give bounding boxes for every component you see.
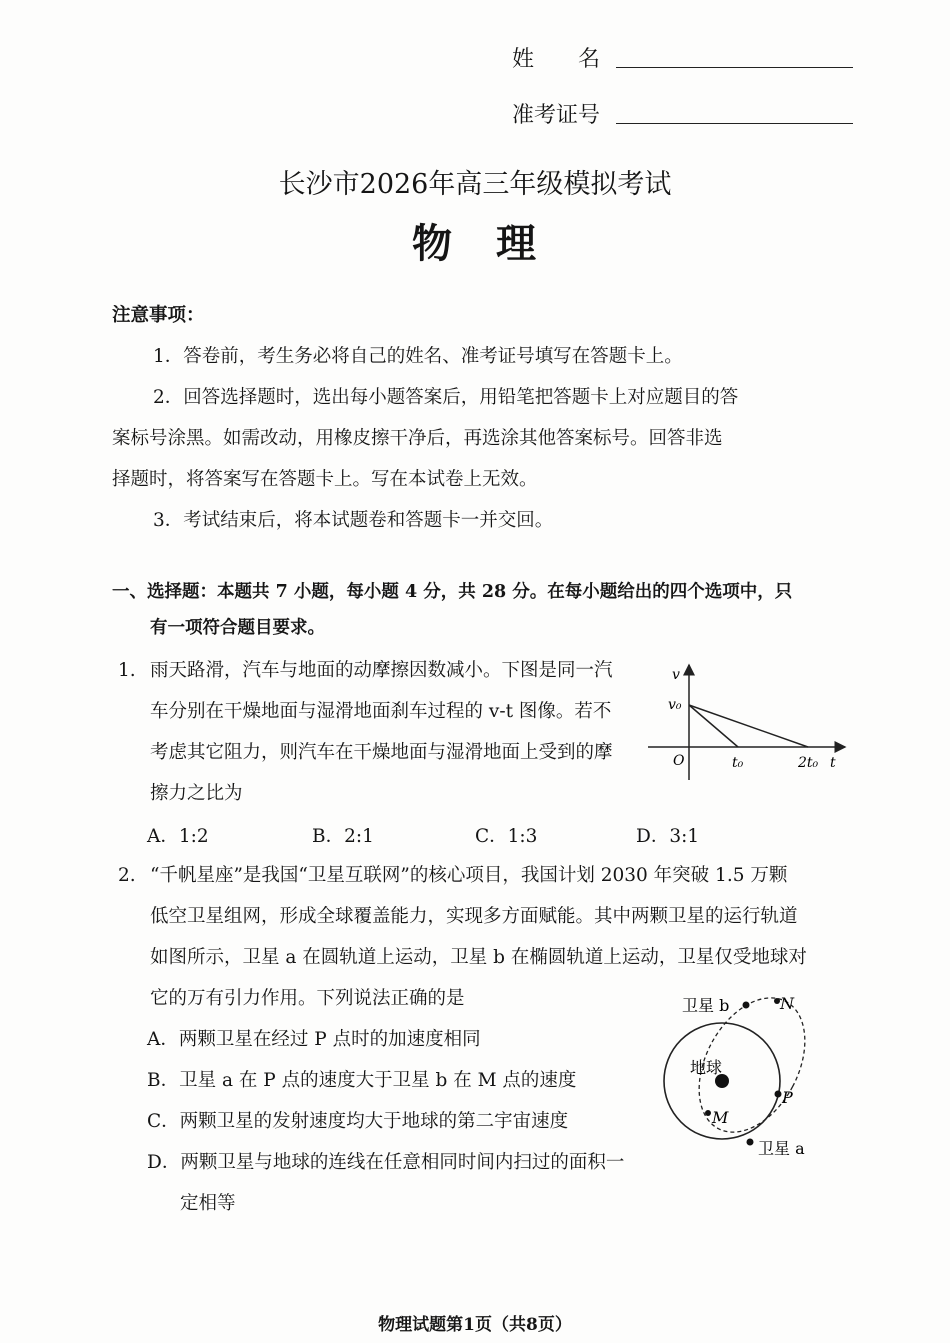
notice-item-2-line3: 择题时，将答案写在答题卡上。写在本试卷上无效。: [112, 469, 538, 490]
name-field[interactable]: [616, 67, 853, 68]
subject-title: 物 理: [412, 220, 538, 267]
q2-line1: “千帆星座”是我国“卫星互联网”的核心项目，我国计划 2030 年突破 1.5 万颗: [150, 865, 788, 886]
satellite-b-label: 卫星 b: [682, 996, 730, 1015]
q2-orbit-diagram: [660, 985, 850, 1165]
q1-line1: 雨天路滑，汽车与地面的动摩擦因数减小。下图是同一汽: [150, 660, 613, 681]
point-p-label: P: [782, 1088, 793, 1107]
earth-label: 地球: [690, 1058, 723, 1077]
notice-item-2-line2: 案标号涂黑。如需改动，用橡皮擦干净后，再选涂其他答案标号。回答非选: [112, 428, 723, 449]
q2-line2: 低空卫星组网，形成全球覆盖能力，实现多方面赋能。其中两颗卫星的运行轨道: [150, 906, 798, 927]
point-p-dot: [775, 1091, 782, 1098]
q1-option-b: B．2:1: [312, 826, 374, 847]
v0-label: v₀: [668, 697, 682, 713]
q1-vt-graph: [640, 655, 860, 790]
t0-label: t₀: [732, 755, 744, 771]
satellite-a-label: 卫星 a: [758, 1139, 805, 1158]
name-label: 姓 名: [512, 47, 601, 72]
q1-option-a: A．1:2: [147, 826, 209, 847]
q2-option-c: C．两颗卫星的发射速度均大于地球的第二宇宙速度: [147, 1111, 569, 1132]
q2-option-d-line2: 定相等: [180, 1193, 236, 1214]
q1-option-d: D．3:1: [636, 826, 700, 847]
satellite-b-dot: [743, 1002, 750, 1009]
q2-option-b: B．卫星 a 在 P 点的速度大于卫星 b 在 M 点的速度: [147, 1070, 577, 1091]
t-axis-label: t: [830, 755, 836, 771]
exam-id-field[interactable]: [616, 123, 853, 124]
dry-road-line: [689, 705, 738, 747]
wet-road-line: [689, 705, 808, 747]
q2-option-d-line1: D．两颗卫星与地球的连线在任意相同时间内扫过的面积一: [147, 1152, 625, 1173]
exam-id-label: 准考证号: [512, 103, 601, 128]
point-m-label: M: [712, 1108, 729, 1127]
notice-title: 注意事项：: [112, 305, 205, 326]
section1-title-line1: 一、选择题：本题共 7 小题，每小题 4 分，共 28 分。在每小题给出的四个选项中，只: [112, 582, 793, 602]
point-n-label: N: [780, 994, 794, 1013]
q1-line4: 擦力之比为: [150, 783, 243, 804]
q1-option-c: C．1:3: [475, 826, 538, 847]
v-axis-label: v: [672, 667, 680, 683]
page-footer: 物理试题第1页（共8页）: [378, 1315, 572, 1335]
exam-title: 长沙市2026年高三年级模拟考试: [278, 169, 672, 200]
satellite-a-dot: [747, 1139, 754, 1146]
origin-label: O: [673, 753, 685, 769]
notice-item-2-line1: 2．回答选择题时，选出每小题答案后，用铅笔把答题卡上对应题目的答: [153, 387, 739, 408]
notice-item-1: 1．答卷前，考生务必将自己的姓名、准考证号填写在答题卡上。: [153, 346, 683, 367]
q2-option-a: A．两颗卫星在经过 P 点时的加速度相同: [147, 1029, 481, 1050]
2t0-label: 2t₀: [798, 755, 819, 771]
q1-number: 1.: [118, 660, 136, 681]
q2-number: 2.: [118, 865, 136, 886]
q2-line3: 如图所示，卫星 a 在圆轨道上运动，卫星 b 在椭圆轨道上运动，卫星仅受地球对: [150, 947, 807, 968]
notice-item-3: 3．考试结束后，将本试题卷和答题卡一并交回。: [153, 510, 554, 531]
q1-line3: 考虑其它阻力，则汽车在干燥地面与湿滑地面上受到的摩: [150, 742, 613, 763]
point-m-dot: [705, 1110, 711, 1116]
q1-line2: 车分别在干燥地面与湿滑地面刹车过程的 v-t 图像。若不: [150, 701, 612, 722]
q2-line4: 它的万有引力作用。下列说法正确的是: [150, 988, 465, 1009]
section1-title-line2: 有一项符合题目要求。: [150, 618, 325, 638]
